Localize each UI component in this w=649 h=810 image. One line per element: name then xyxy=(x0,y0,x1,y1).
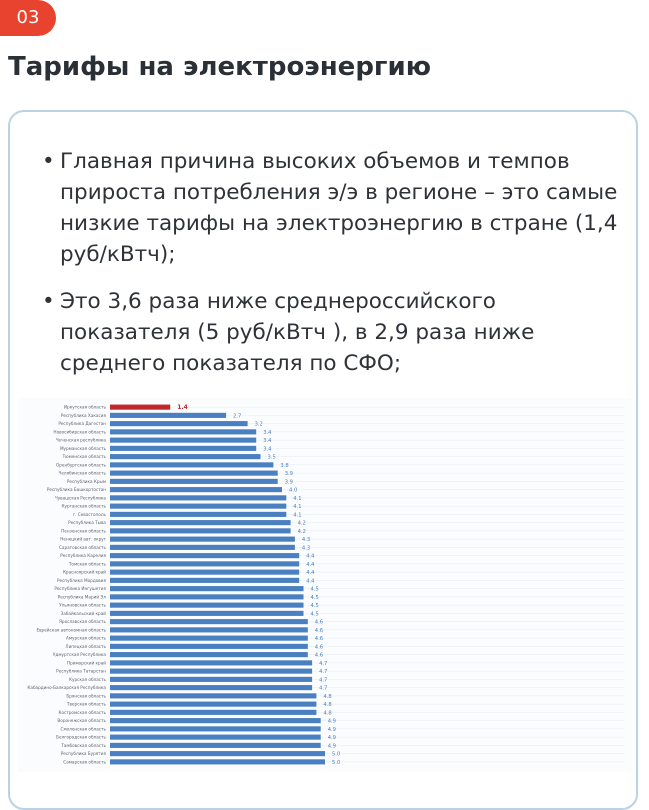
bar xyxy=(110,735,321,740)
category-label: Оренбургская область xyxy=(55,462,106,468)
bar xyxy=(110,438,256,443)
bar xyxy=(110,677,312,682)
bar xyxy=(110,421,248,426)
value-label: 3.4 xyxy=(263,429,272,436)
category-label: Тамбовская область xyxy=(61,742,106,748)
value-label: 4.2 xyxy=(297,528,306,535)
category-label: Курская область xyxy=(69,676,106,682)
bar xyxy=(110,528,291,533)
category-label: Забайкальский край xyxy=(60,610,106,616)
category-label: Амурская область xyxy=(65,635,106,641)
category-label: Самарская область xyxy=(63,759,106,765)
category-label: Ярославская область xyxy=(59,619,106,625)
category-label: Приморский край xyxy=(67,660,106,666)
bar xyxy=(110,636,308,641)
bar xyxy=(110,413,226,418)
category-label: Белгородская область xyxy=(56,734,106,740)
category-label: Тверская область xyxy=(66,701,106,707)
category-label: Ульяновская область xyxy=(59,602,106,608)
bar xyxy=(110,743,321,748)
value-label: 4.5 xyxy=(310,611,319,618)
value-label: 4.4 xyxy=(306,578,315,585)
value-label: 4.1 xyxy=(293,495,302,502)
category-label: Пензенская область xyxy=(61,528,106,534)
value-label: 3.2 xyxy=(254,421,263,428)
category-label: Курганская область xyxy=(61,503,106,509)
value-label: 4.8 xyxy=(323,693,332,700)
bar xyxy=(110,537,295,542)
value-label: 5.0 xyxy=(332,759,341,766)
category-label: Республика Башкортостан xyxy=(46,487,106,493)
bar xyxy=(110,520,291,525)
section-number-badge: 03 xyxy=(0,0,56,36)
bar xyxy=(110,578,299,583)
value-label: 5.0 xyxy=(332,751,341,758)
bar xyxy=(110,660,312,665)
category-label: Республика Мордовия xyxy=(56,577,106,583)
value-label: 3.4 xyxy=(263,438,272,445)
category-label: Республика Бурятия xyxy=(60,751,106,757)
category-label: Липецкая область xyxy=(65,643,106,649)
value-label: 4.4 xyxy=(306,561,315,568)
category-label: Томская область xyxy=(68,561,106,567)
value-label: 4.0 xyxy=(289,487,298,494)
category-label: Тюменская область xyxy=(62,454,106,460)
bar xyxy=(110,504,286,509)
category-label: Новосибирская область xyxy=(53,429,106,435)
bar xyxy=(110,570,299,575)
value-label: 4.5 xyxy=(310,603,319,610)
bullet-item: • Главная причина высоких объемов и темпов прироста потребления э/э в регионе – это самые низкие тарифы на электроэнергию в стране (1,4 руб/кВтч); xyxy=(42,146,622,270)
bar xyxy=(110,405,170,410)
value-label: 4.3 xyxy=(301,537,311,544)
bar xyxy=(110,702,316,707)
bar xyxy=(110,652,308,657)
tariff-bar-chart xyxy=(18,398,632,772)
bar xyxy=(110,627,308,632)
category-label: Республика Дагестан xyxy=(58,421,106,427)
category-label: Иркутская область xyxy=(63,404,106,410)
value-label: 4.7 xyxy=(319,685,328,692)
category-label: Костромская область xyxy=(58,709,106,715)
bullet-list xyxy=(42,146,622,395)
category-label: Республика Татарстан xyxy=(56,668,106,674)
bar xyxy=(110,471,278,476)
category-label: Республика Карелия xyxy=(60,553,106,559)
tariff-bar-chart-svg xyxy=(18,398,632,772)
bar xyxy=(110,611,304,616)
value-label: 4.5 xyxy=(310,586,319,593)
bullet-item: • Это 3,6 раза ниже среднероссийского показателя (5 руб/кВтч ), в 2,9 раза ниже среднего показателя по СФО; xyxy=(42,286,622,379)
value-label: 4.6 xyxy=(314,619,324,626)
bar xyxy=(110,454,261,459)
value-label: 4.1 xyxy=(293,504,302,511)
category-label: г. Севастополь xyxy=(72,511,106,517)
category-label: Удмуртская Республика xyxy=(52,652,106,658)
category-label: Мурманская область xyxy=(59,445,106,451)
bar xyxy=(110,685,312,690)
bar xyxy=(110,710,316,715)
category-label: Чувашская Республика xyxy=(54,495,106,501)
bar xyxy=(110,759,325,764)
value-label: 4.6 xyxy=(314,652,324,659)
value-label: 4.6 xyxy=(314,636,324,643)
category-label: Красноярский край xyxy=(62,569,106,575)
value-label: 4.6 xyxy=(314,644,324,651)
value-label: 3.5 xyxy=(267,454,276,461)
bar xyxy=(110,561,299,566)
category-label: Смоленская область xyxy=(60,726,106,732)
value-label: 4.8 xyxy=(323,710,332,717)
bar xyxy=(110,479,278,484)
bar xyxy=(110,586,304,591)
page-title: Тарифы на электроэнергию xyxy=(8,52,432,82)
bar xyxy=(110,487,282,492)
bar xyxy=(110,603,304,608)
bar xyxy=(110,644,308,649)
category-label: Республика Хакасия xyxy=(60,412,106,418)
value-label: 3.9 xyxy=(284,471,293,478)
category-label: Республика Марий Эл xyxy=(57,594,106,600)
bar xyxy=(110,446,256,451)
value-label: 4.6 xyxy=(314,627,324,634)
bar xyxy=(110,462,273,467)
category-label: Челябинская область xyxy=(58,470,106,476)
value-label: 4.9 xyxy=(327,743,336,750)
category-label: Ненецкий авт. округ xyxy=(60,536,106,542)
value-label: 4.5 xyxy=(310,594,319,601)
bar xyxy=(110,495,286,500)
value-label: 4.7 xyxy=(319,669,328,676)
category-label: Республика Крым xyxy=(66,478,106,484)
bar xyxy=(110,429,256,434)
value-label: 4.7 xyxy=(319,660,328,667)
value-label: 4.4 xyxy=(306,570,315,577)
value-label: 4.9 xyxy=(327,726,336,733)
category-label: Еврейская автономная область xyxy=(36,627,106,633)
category-label: Воронежская область xyxy=(57,718,106,724)
value-label: 2.7 xyxy=(233,413,242,420)
bar xyxy=(110,751,325,756)
category-label: Саратовская область xyxy=(58,544,106,550)
bar xyxy=(110,669,312,674)
bar xyxy=(110,619,308,624)
category-label: Брянская область xyxy=(66,693,106,699)
bar xyxy=(110,718,321,723)
value-label: 4.4 xyxy=(306,553,315,560)
category-label: Кабардино-Балкарская Республика xyxy=(27,685,106,691)
bar xyxy=(110,726,321,731)
category-label: Республика Ингушетия xyxy=(54,586,106,592)
value-label: 1.4 xyxy=(177,404,188,412)
value-label: 4.1 xyxy=(293,512,302,519)
value-label: 4.2 xyxy=(297,520,306,527)
bar xyxy=(110,553,299,558)
value-label: 4.9 xyxy=(327,718,336,725)
bar xyxy=(110,512,286,517)
value-label: 4.8 xyxy=(323,702,332,709)
category-label: Республика Тыва xyxy=(68,520,106,526)
bar xyxy=(110,693,316,698)
value-label: 3.9 xyxy=(284,479,293,486)
bar xyxy=(110,594,304,599)
value-label: 4.9 xyxy=(327,735,336,742)
value-label: 4.3 xyxy=(301,545,311,552)
bar xyxy=(110,545,295,550)
value-label: 4.7 xyxy=(319,677,328,684)
value-label: 3.4 xyxy=(263,446,272,453)
category-label: Чеченская республика xyxy=(55,437,106,443)
value-label: 3.8 xyxy=(280,462,289,469)
